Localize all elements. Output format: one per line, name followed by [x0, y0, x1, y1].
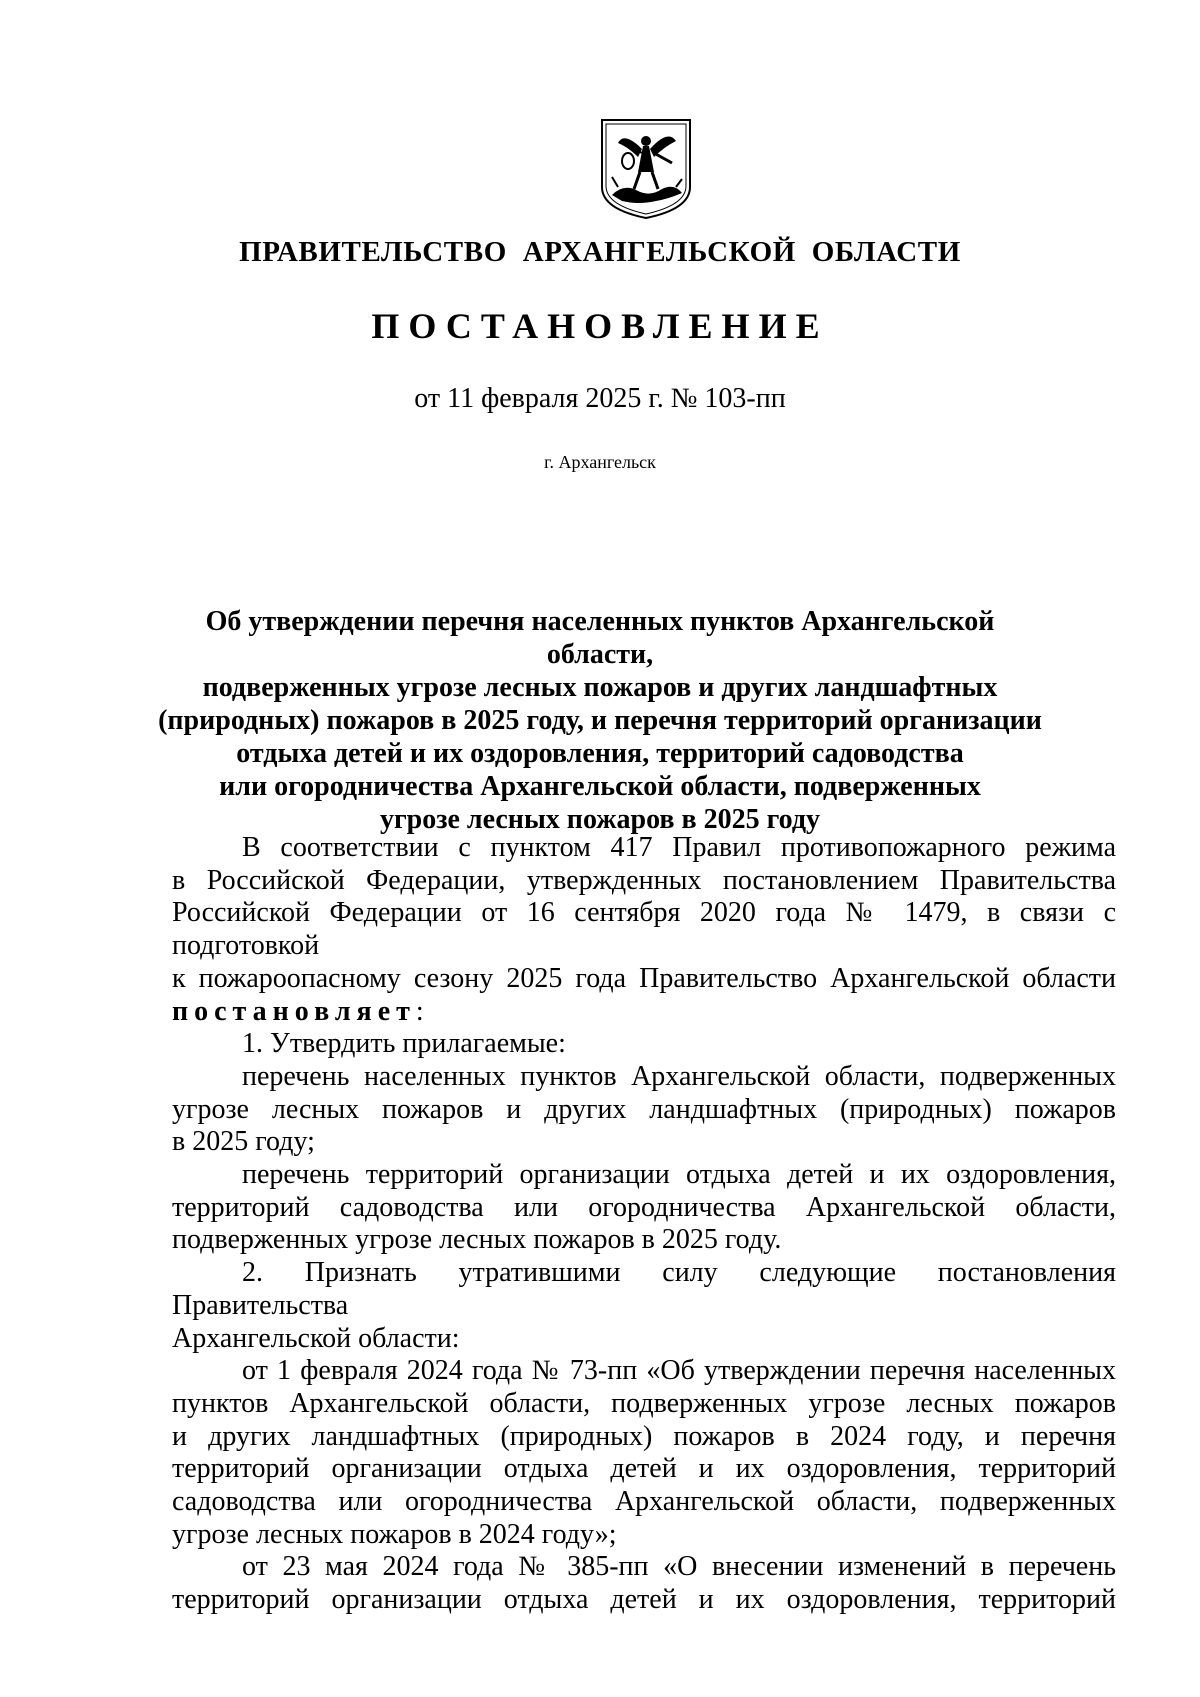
body-line: угрозе лесных пожаров в 2024 году»;	[172, 1518, 617, 1550]
document-body	[172, 832, 1116, 1617]
title-line: отдыха детей и их оздоровления, территорий садоводства	[236, 738, 964, 769]
title-line: (природных) пожаров в 2025 году, и перечня территорий организации	[158, 705, 1042, 736]
title-line: или огородничества Архангельской области, подверженных	[219, 771, 981, 802]
government-name: ПРАВИТЕЛЬСТВО АРХАНГЕЛЬСКОЙ ОБЛАСТИ	[239, 236, 961, 268]
item-2: 2. Признать утратившими силу следующие постановления Правительства	[172, 1257, 1116, 1321]
body-line: от 1 февраля 2024 года № 73-пп «Об утверждении перечня населенных	[242, 1355, 1116, 1387]
decrees-line	[172, 996, 1116, 1029]
body-line: территорий организации отдыха детей и их оздоровления, территорий	[172, 1453, 1116, 1485]
body-line: в 2025 году;	[172, 1126, 315, 1158]
body-line: В соответствии с пунктом 417 Правил противопожарного режима	[242, 832, 1116, 863]
body-line: в Российской Федерации, утвержденных постановлением Правительства	[172, 864, 1116, 896]
body-line: угрозе лесных пожаров и других ландшафтных (природных) пожаров	[172, 1093, 1116, 1125]
title-line: Об утверждении перечня населенных пунктов Архангельской области,	[205, 606, 995, 670]
title-line: подверженных угрозе лесных пожаров и других ландшафтных	[202, 672, 998, 703]
document-title	[150, 605, 1050, 836]
city: г. Архангельск	[544, 452, 656, 472]
body-line: территорий садоводства или огородничества Архангельской области,	[172, 1191, 1116, 1223]
item-1: 1. Утвердить прилагаемые:	[242, 1028, 566, 1060]
body-line: садоводства или огородничества Архангельской области, подверженных	[172, 1486, 1116, 1518]
coat-of-arms-icon	[598, 117, 694, 220]
body-line: от 23 мая 2024 года № 385-пп «О внесении изменений в перечень	[242, 1551, 1116, 1583]
body-line: территорий организации отдыха детей и их оздоровления, территорий	[172, 1584, 1116, 1616]
body-line: перечень территорий организации отдыха детей и их оздоровления,	[242, 1159, 1116, 1191]
document-type: ПОСТАНОВЛЕНИЕ	[371, 306, 829, 346]
date-and-number: от 11 февраля 2025 г. № 103-пп	[414, 383, 786, 414]
body-line: пунктов Архангельской области, подверженных угрозе лесных пожаров	[172, 1387, 1116, 1419]
decrees-colon: :	[415, 995, 424, 1027]
body-line: перечень населенных пунктов Архангельской области, подверженных	[242, 1060, 1116, 1092]
decrees-word: постановляет	[172, 995, 416, 1027]
title-line: угрозе лесных пожаров в 2025 году	[379, 804, 821, 835]
body-line: Архангельской области:	[172, 1322, 460, 1354]
body-line: подверженных угрозе лесных пожаров в 2025 году.	[172, 1224, 782, 1256]
body-line: к пожароопасному сезону 2025 года Правительство Архангельской области	[172, 962, 1116, 994]
body-line: Российской Федерации от 16 сентября 2020 года № 1479, в связи с подготовкой	[172, 897, 1116, 962]
body-line: и других ландшафтных (природных) пожаров в 2024 году, и перечня	[172, 1420, 1116, 1452]
